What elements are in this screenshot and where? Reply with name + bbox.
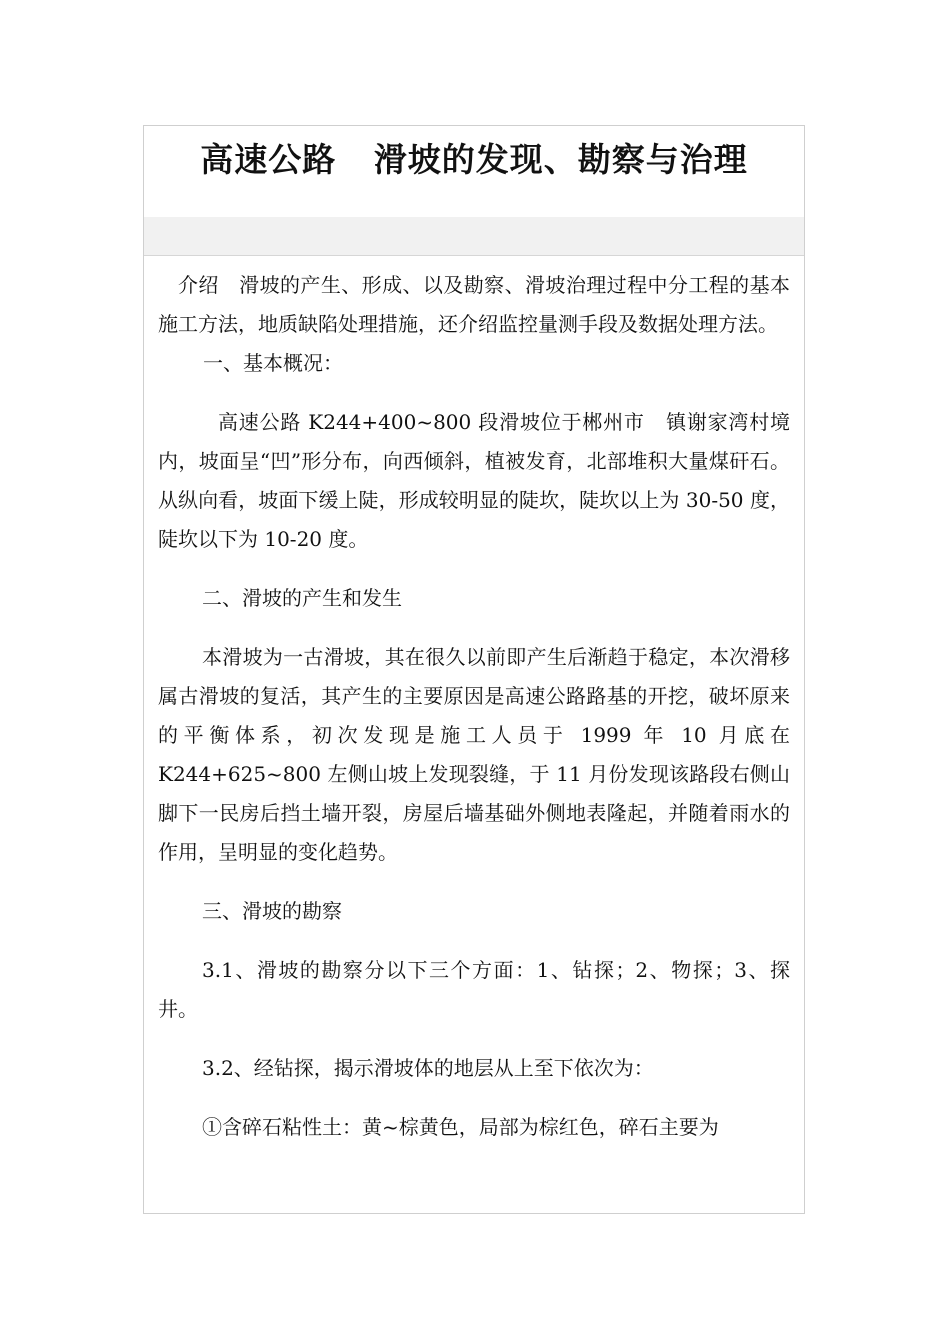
- document-frame: [143, 125, 805, 1214]
- header-divider-bar: [144, 217, 804, 256]
- survey-paragraph-3-1: 3.1、滑坡的勘察分以下三个方面：1、钻探；2、物探；3、探井。: [158, 958, 790, 1021]
- document-title: 高速公路 滑坡的发现、勘察与治理: [200, 140, 748, 179]
- section-heading-overview: 一、基本概况：: [203, 351, 343, 375]
- overview-paragraph: 高速公路 K244+400~800 段滑坡位于郴州市 镇谢家湾村境内，坡面呈“凹”形分布，向西倾斜，植被发育，北部堆积大量煤矸石。从纵向看，坡面下缓上陡，形成较明显的陡坎，陡坎以上为 30-50 度，陡坎以下为 10-20 度。: [158, 410, 790, 551]
- document-body: [158, 266, 797, 1147]
- intro-paragraph: 介绍 滑坡的产生、形成、以及勘察、滑坡治理过程中分工程的基本施工方法，地质缺陷处理措施，还介绍监控量测手段及数据处理方法。: [158, 273, 790, 336]
- stratum-paragraph-1: ①含碎石粘性土：黄~棕黄色，局部为棕红色，碎石主要为: [202, 1115, 719, 1139]
- section-heading-survey: 三、滑坡的勘察: [202, 899, 342, 923]
- occurrence-paragraph: 本滑坡为一古滑坡，其在很久以前即产生后渐趋于稳定，本次滑移属古滑坡的复活，其产生的主要原因是高速公路路基的开挖，破坏原来的平衡体系，初次发现是施工人员于 1999 年 10 月底在 K244+625~800 左侧山坡上发现裂缝，于 11 月份发现该路段右侧山脚下一民房后挡土墙开裂，房屋后墙基础外侧地表隆起，并随着雨水的作用，呈明显的变化趋势。: [158, 645, 797, 864]
- section-heading-occurrence: 二、滑坡的产生和发生: [202, 586, 402, 610]
- survey-paragraph-3-2: 3.2、经钻探，揭示滑坡体的地层从上至下依次为：: [202, 1056, 654, 1080]
